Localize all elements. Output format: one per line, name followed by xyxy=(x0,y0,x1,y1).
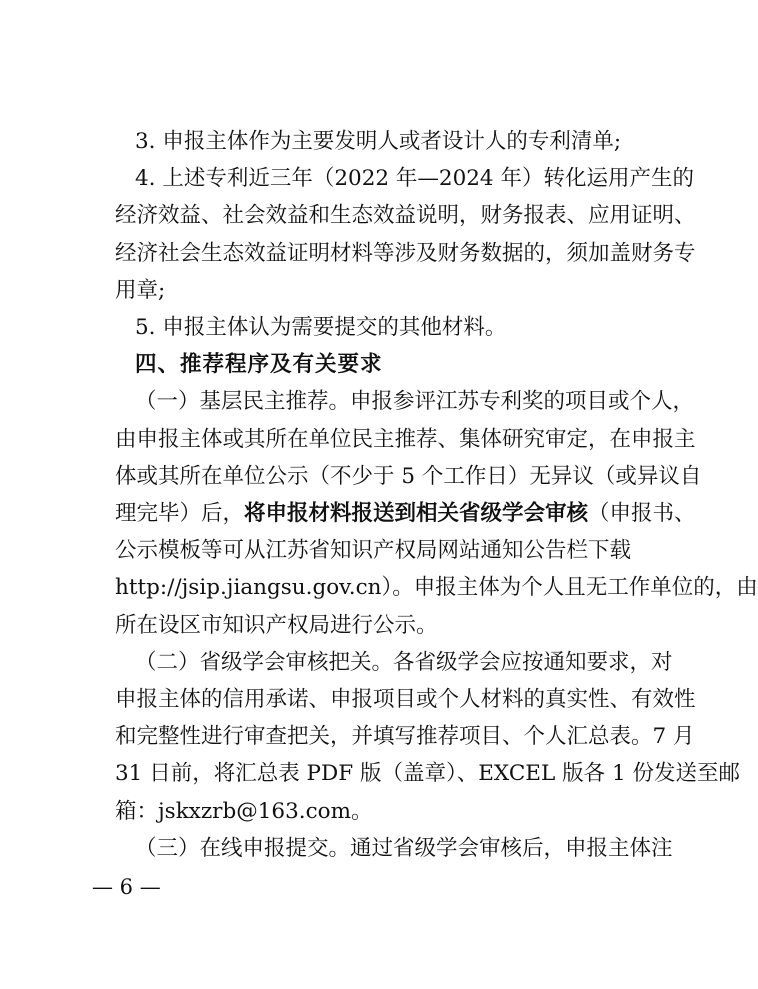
paragraph-2-line-1: （二）省级学会审核把关。各省级学会应按通知要求，对 xyxy=(135,649,673,675)
paragraph-2-line-2: 申报主体的信用承诺、申报项目或个人材料的真实性、有效性 xyxy=(115,687,696,712)
paragraph-1-line-6: http://jsip.jiangsu.gov.cn）。申报主体为个人且无工作单位的，由 xyxy=(115,575,758,601)
paragraph-1-line-4-end: （申报书、 xyxy=(588,501,696,526)
paragraph-1-line-7: 所在设区市知识产权局进行公示。 xyxy=(115,612,438,638)
paragraph-1-line-2: 由申报主体或其所在单位民主推荐、集体研究审定，在申报主 xyxy=(115,426,696,452)
paragraph-1-line-5: 公示模板等可从江苏省知识产权局网站通知公告栏下载 xyxy=(115,538,632,564)
paragraph-1-line-1: （一）基层民主推荐。申报参评江苏专利奖的项目或个人， xyxy=(135,389,695,415)
paragraph-1-line-4-start: 理完毕）后， xyxy=(115,501,245,526)
list-item-3: 3. 申报主体作为主要发明人或者设计人的专利清单; xyxy=(135,129,622,154)
list-item-5: 5. 申报主体认为需要提交的其他材料。 xyxy=(135,315,507,340)
section-heading: 四、推荐程序及有关要求 xyxy=(135,352,383,378)
paragraph-3-line-1: （三）在线申报提交。通过省级学会审核后，申报主体注 xyxy=(135,835,673,861)
paragraph-1-line-4 xyxy=(115,498,696,530)
list-item-4-line-2: 经济效益、社会效益和生态效益说明，财务报表、应用证明、 xyxy=(115,203,696,229)
paragraph-1-line-3: 体或其所在单位公示（不少于 5 个工作日）无异议（或异议自 xyxy=(115,463,702,489)
page-number: — 6 — xyxy=(92,875,161,899)
list-item-4-line-3: 经济社会生态效益证明材料等涉及财务数据的，须加盖财务专 xyxy=(115,240,696,266)
list-item-4-line-1: 4. 上述专利近三年（2022 年—2024 年）转化运用产生的 xyxy=(135,166,694,192)
paragraph-2-line-4: 31 日前，将汇总表 PDF 版（盖章）、EXCEL 版各 1 份发送至邮 xyxy=(115,761,740,787)
paragraph-2-line-3: 和完整性进行审查把关，并填写推荐项目、个人汇总表。7 月 xyxy=(115,724,695,750)
paragraph-1-emphasis: 将申报材料报送到相关省级学会审核 xyxy=(244,501,589,526)
paragraph-2-line-5: 箱：jskxzrb@163.com。 xyxy=(115,798,373,824)
list-item-4-line-4: 用章; xyxy=(115,277,166,303)
